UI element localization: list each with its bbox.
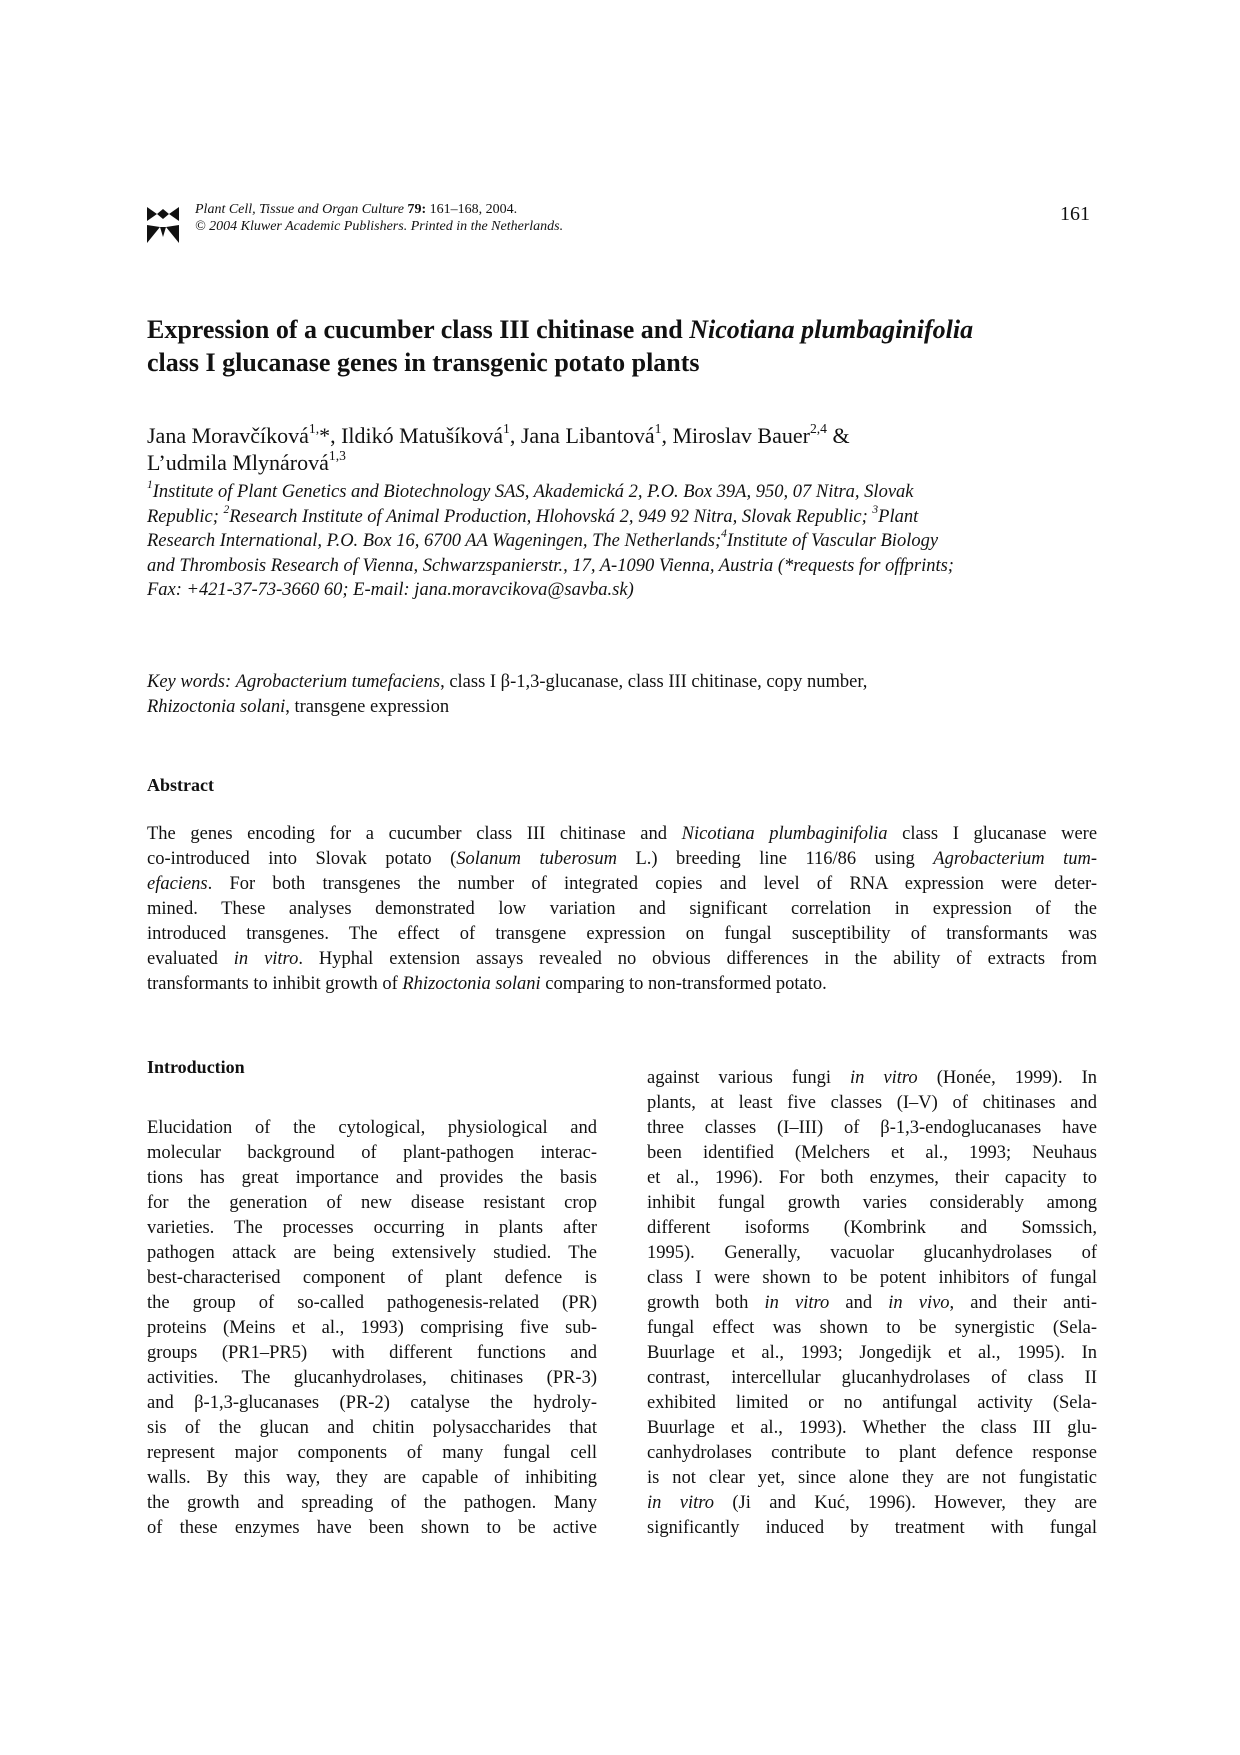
contact-line: Fax: +421-37-73-3660 60; E-mail: jana.moravcikova@savba.sk) — [147, 580, 634, 600]
affiliations: $^1$Institute of Plant Genetics and Biotechnology SAS, Akademická 2, P.O. Box 39A, 950, 07 Nitra, Slovak Republic; $^2$Research Institute of Animal Production, Hlohovská 2, 949 92 Nitra, Slovak Republic; $^3$Plant Research International, P.O. Box 16, 6700 AA Wageningen, The Netherlands;$^4$Institute of Vascular Biology and Thrombosis Research of Vienna, Schwarzspanierstr., 17, A-1090 Vienna, Austria (*requests for offprints; Fax: +421-37-73-3660 60; E-mail: jana.moravcikova@savba.sk) — [147, 480, 1099, 603]
intro-right-column: against various fungi in vitro (Honée, 1999). In plants, at least five classes (I–V) of chitinases and three classes (I–III) of β-1,3-endoglucanases have been identified (Melchers et al., 1993; Neuhaus et al., 1996). For both enzymes, their capacity to inhibit fungal growth varies considerably among different isoforms (Kombrink and Somssich, 1995). Generally, vacuolar glucanhydrolases of class I were shown to be potent inhibitors of fungal growth both in vitro and in vivo, and their anti- fungal effect was shown to be synergistic (Sela- Buurlage et al., 1993; Jongedijk et al., 1995). In contrast, intercellular glucanhydrolases of class II exhibited limited or no antifungal activity (Sela- Buurlage et al., 1993). Whether the class III glu- canhydrolases contribute to plant defence response is not clear yet, since alone they are not fungistatic in vitro (Ji and Kuć, 1996). However, they are significantly induced by treatment with fungal — [647, 1068, 1098, 1538]
abstract-heading: Abstract — [147, 775, 214, 795]
paper-title: Expression of a cucumber class III chitinase and Nicotiana plumbaginifolia class I glucanase genes in transgenic potato plants — [147, 315, 974, 377]
publisher-logo — [147, 205, 179, 243]
introduction-heading: Introduction — [147, 1057, 245, 1077]
abstract-body: The genes encoding for a cucumber class III chitinase and Nicotiana plumbaginifolia class I glucanase were co-introduced into Slovak potato (Solanum tuberosum L.) breeding line 116/86 using Agrobacterium tum- efaciens. For both transgenes the number of integrated copies and level of RNA expression were deter- mined. These analyses demonstrated low variation and significant correlation in expression of the introduced transgenes. The effect of transgene expression on fungal susceptibility of transformants was evaluated in vitro. Hyphal extension assays revealed no obvious differences in the ability of extracts from transformants to inhibit growth of Rhizoctonia solani comparing to non-transformed potato. — [147, 824, 1098, 994]
copyright-line: © 2004 Kluwer Academic Publishers. Printed in the Netherlands. — [195, 219, 564, 234]
journal-citation: Plant Cell, Tissue and Organ Culture 79: 161–168, 2004. © 2004 Kluwer Academic Publishers. Printed in the Netherlands. — [195, 202, 564, 234]
intro-left-column: Elucidation of the cytological, physiological and molecular background of plant-pathogen interac- tions has great importance and provides the basis for the generation of new disease resistant crop varieties. The processes occurring in plants after pathogen attack are being extensively studied. The best-characterised component of plant defence is the group of so-called pathogenesis-related (PR) proteins (Meins et al., 1993) comprising five sub- groups (PR1–PR5) with different functions and activities. The glucanhydrolases, chitinases (PR-3) and β-1,3-glucanases (PR-2) catalyse the hydroly- sis of the glucan and chitin polysaccharides that represent major components of many fungal cell walls. By this way, they are capable of inhibiting the growth and spreading of the pathogen. Many of these enzymes have been shown to be active — [147, 1118, 597, 1538]
page-number: 161 — [1060, 203, 1090, 225]
author-list: Jana Moravčíková$^{1,}$*, Ildikó Matušíková$^1$, Jana Libantová$^1$, Miroslav Bauer$^{2,4}$ & L’udmila Mlynárová$^{1,3}$ — [147, 420, 850, 475]
keywords: Key words: Agrobacterium tumefaciens, class I β-1,3-glucanase, class III chitinase, copy number, Rhizoctonia solani, transgene expression — [147, 672, 868, 717]
